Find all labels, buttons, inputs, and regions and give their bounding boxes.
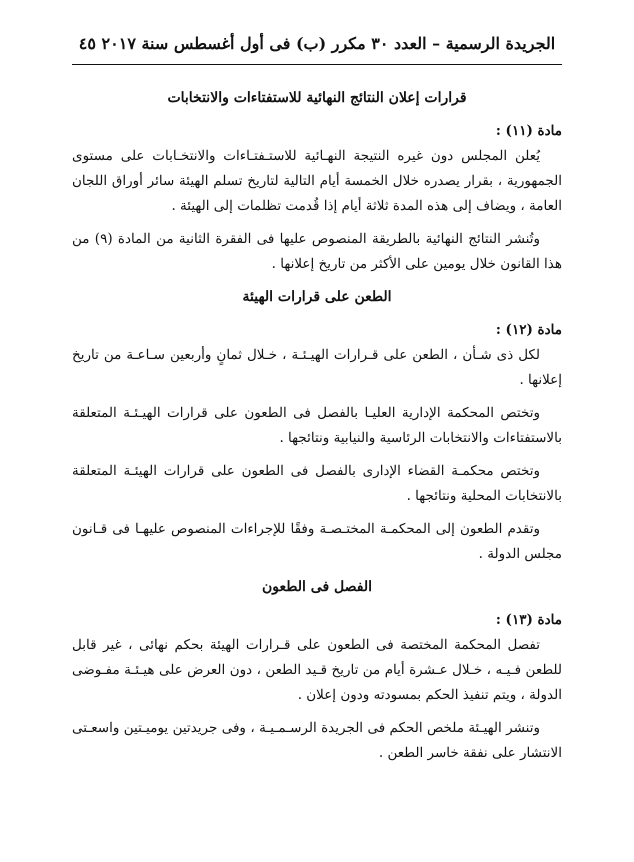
article-paragraph: تفصل المحكمة المختصة فى الطعون على قـرارات الهيئة بحكم نهائى ، غير قابل للطعن فـيـه ، خـلال عـشرة أيام من تاريخ قـيد الطعن ، دون العرض على هيـئـة مفـوضى الدولة ، ويتم تنفيذ الحكم بمسودته ودون إعلان . (72, 637, 562, 703)
page-header: الجريدة الرسمية – العدد ٣٠ مكرر (ب) فى أول أغسطس سنة ٢٠١٧ ٤٥ (78, 34, 556, 53)
article-paragraph: وتنشر الهيـئة ملخص الحكم فى الجريدة الرسـمـيـة ، وفى جريدتين يوميـتين واسعـتى الانتشار على نفقة خاسر الطعن . (72, 720, 562, 761)
article-label: مادة (١٢) : (495, 322, 562, 338)
article-label: مادة (١١) : (495, 123, 562, 139)
header-rule (72, 64, 562, 65)
section-title: الطعن على قرارات الهيئة (242, 289, 392, 305)
section-title: قرارات إعلان النتائج النهائية للاستفتاءات والانتخابات (167, 90, 467, 106)
article-paragraph: وتُنشر النتائج النهائية بالطريقة المنصوص عليها فى الفقرة الثانية من المادة (٩) من هذا القانون خلال يومين على الأكثر من تاريخ إعلانها . (72, 231, 562, 272)
article-paragraph: وتختص محكمـة القضاء الإدارى بالفصل فى الطعون على قرارات الهيئـة المتعلقة بالانتخابات المحلية ونتائجها . (72, 463, 562, 504)
page-content (72, 84, 562, 774)
section-title: الفصل فى الطعون (262, 579, 372, 595)
article-paragraph: يُعلن المجلس دون غيره النتيجة النهـائية للاستـفتـاءات والانتخـابات على مستوى الجمهورية ، بقرار يصدره خلال الخمسة أيام التالية لتاريخ تسلم الهيئة سائر أوراق اللجان العامة ، ويضاف إلى هذه المدة ثلاثة أيام إذا قُدمت تظلمات إلى الهيئة . (72, 148, 562, 214)
article-paragraph: لكل ذى شـأن ، الطعن على قـرارات الهيـئـة ، خـلال ثمانٍ وأربعين سـاعـة من تاريخ إعلانها . (72, 347, 562, 388)
article-label: مادة (١٣) : (495, 612, 562, 628)
article-paragraph: وتقدم الطعون إلى المحكمـة المختـصـة وفقًا للإجراءات المنصوص عليهـا فى قـانون مجلس الدولة . (72, 521, 562, 562)
article-paragraph: وتختص المحكمة الإدارية العليـا بالفصل فى الطعون على قرارات الهيـئـة المتعلقة بالاستفتاءات والانتخابات الرئاسية والنيابية ونتائجها . (72, 405, 562, 446)
